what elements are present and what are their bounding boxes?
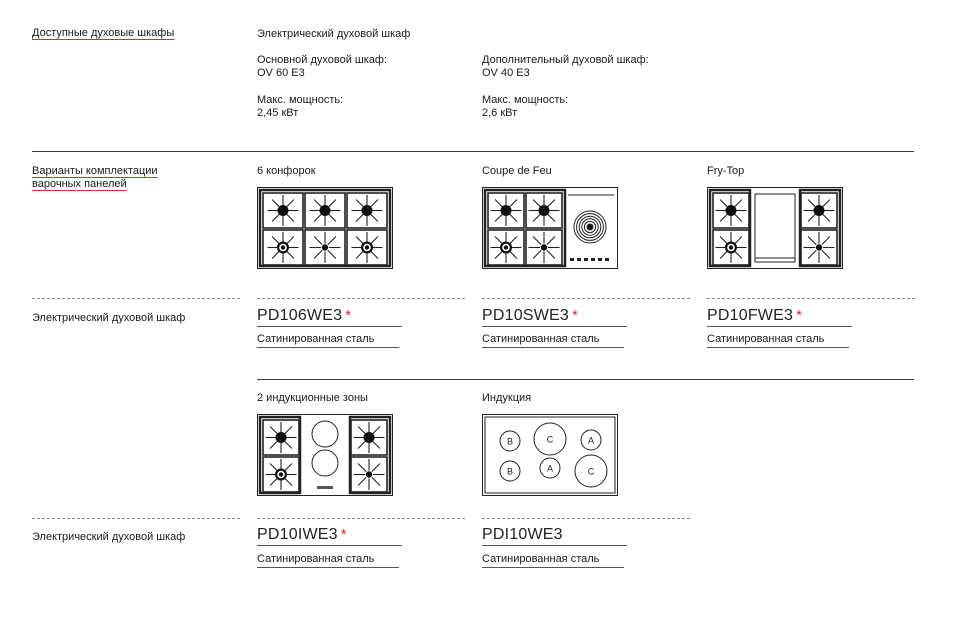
- row-divider: [707, 298, 915, 299]
- model-code: PD10SWE3: [482, 307, 569, 324]
- model-pd10swe3[interactable]: [482, 306, 627, 327]
- model-code: PD10FWE3: [707, 307, 794, 324]
- section-divider: [32, 151, 914, 152]
- row1-oven-label: Электрический духовой шкаф: [32, 312, 186, 324]
- main-oven-label: Основной духовой шкаф:: [257, 54, 388, 66]
- svg-text:B: B: [506, 466, 514, 477]
- hobs-section-label: Варианты комплектации варочных панелей: [32, 165, 158, 190]
- asterisk-mark: *: [796, 307, 803, 324]
- svg-text:C: C: [587, 466, 595, 477]
- model-pd10iwe3[interactable]: [257, 525, 402, 546]
- finish-label[interactable]: Сатинированная сталь: [257, 333, 399, 348]
- finish-label[interactable]: Сатинированная сталь: [707, 333, 849, 348]
- aux-oven-label: Дополнительный духовой шкаф:: [482, 54, 649, 66]
- section-divider: [257, 379, 914, 380]
- finish-label[interactable]: Сатинированная сталь: [482, 553, 624, 568]
- model-code: PDI10WE3: [482, 526, 563, 543]
- hob-title-induction: Индукция: [482, 392, 532, 404]
- row-divider: [32, 518, 240, 519]
- model-code: PD10IWE3: [257, 526, 338, 543]
- asterisk-mark: *: [340, 526, 347, 543]
- row-divider: [257, 518, 465, 519]
- svg-text:B: B: [506, 436, 514, 447]
- hob-fry-top-image: [707, 187, 843, 269]
- hob-title-fry-top: Fry-Top: [707, 165, 745, 177]
- main-oven-model: OV 60 E3: [257, 67, 305, 79]
- hob-6-burners-image: [257, 187, 393, 269]
- model-pd106we3[interactable]: [257, 306, 402, 327]
- finish-label[interactable]: Сатинированная сталь: [257, 553, 399, 568]
- aux-oven-power-label: Макс. мощность:: [482, 94, 569, 106]
- hob-title-2-induction: 2 индукционные зоны: [257, 392, 368, 404]
- aux-oven-power-value: 2,6 кВт: [482, 107, 518, 119]
- hob-title-coupe-de-feu: Coupe de Feu: [482, 165, 552, 177]
- finish-label[interactable]: Сатинированная сталь: [482, 333, 624, 348]
- row2-oven-label: Электрический духовой шкаф: [32, 531, 186, 543]
- asterisk-mark: *: [571, 307, 579, 324]
- hob-2-induction-image: [257, 414, 393, 496]
- svg-text:A: A: [587, 435, 595, 446]
- model-pdi10we3[interactable]: [482, 525, 627, 546]
- aux-oven-model: OV 40 E3: [482, 67, 530, 79]
- model-code: PD106WE3: [257, 307, 343, 324]
- main-oven-power-value: 2,45 кВт: [257, 107, 299, 119]
- oven-type-title: Электрический духовой шкаф: [257, 28, 411, 40]
- row-divider: [482, 298, 690, 299]
- svg-text:A: A: [546, 463, 554, 474]
- row-divider: [257, 298, 465, 299]
- asterisk-mark: *: [345, 307, 352, 324]
- model-pd10fwe3[interactable]: [707, 306, 852, 327]
- hob-induction-image: [482, 414, 618, 496]
- main-oven-power-label: Макс. мощность:: [257, 94, 344, 106]
- ovens-section-label: Доступные духовые шкафы: [32, 27, 175, 39]
- hob-title-6-burners: 6 конфорок: [257, 165, 316, 177]
- row-divider: [32, 298, 240, 299]
- svg-text:C: C: [546, 434, 554, 445]
- row-divider: [482, 518, 690, 519]
- hob-coupe-de-feu-image: [482, 187, 618, 269]
